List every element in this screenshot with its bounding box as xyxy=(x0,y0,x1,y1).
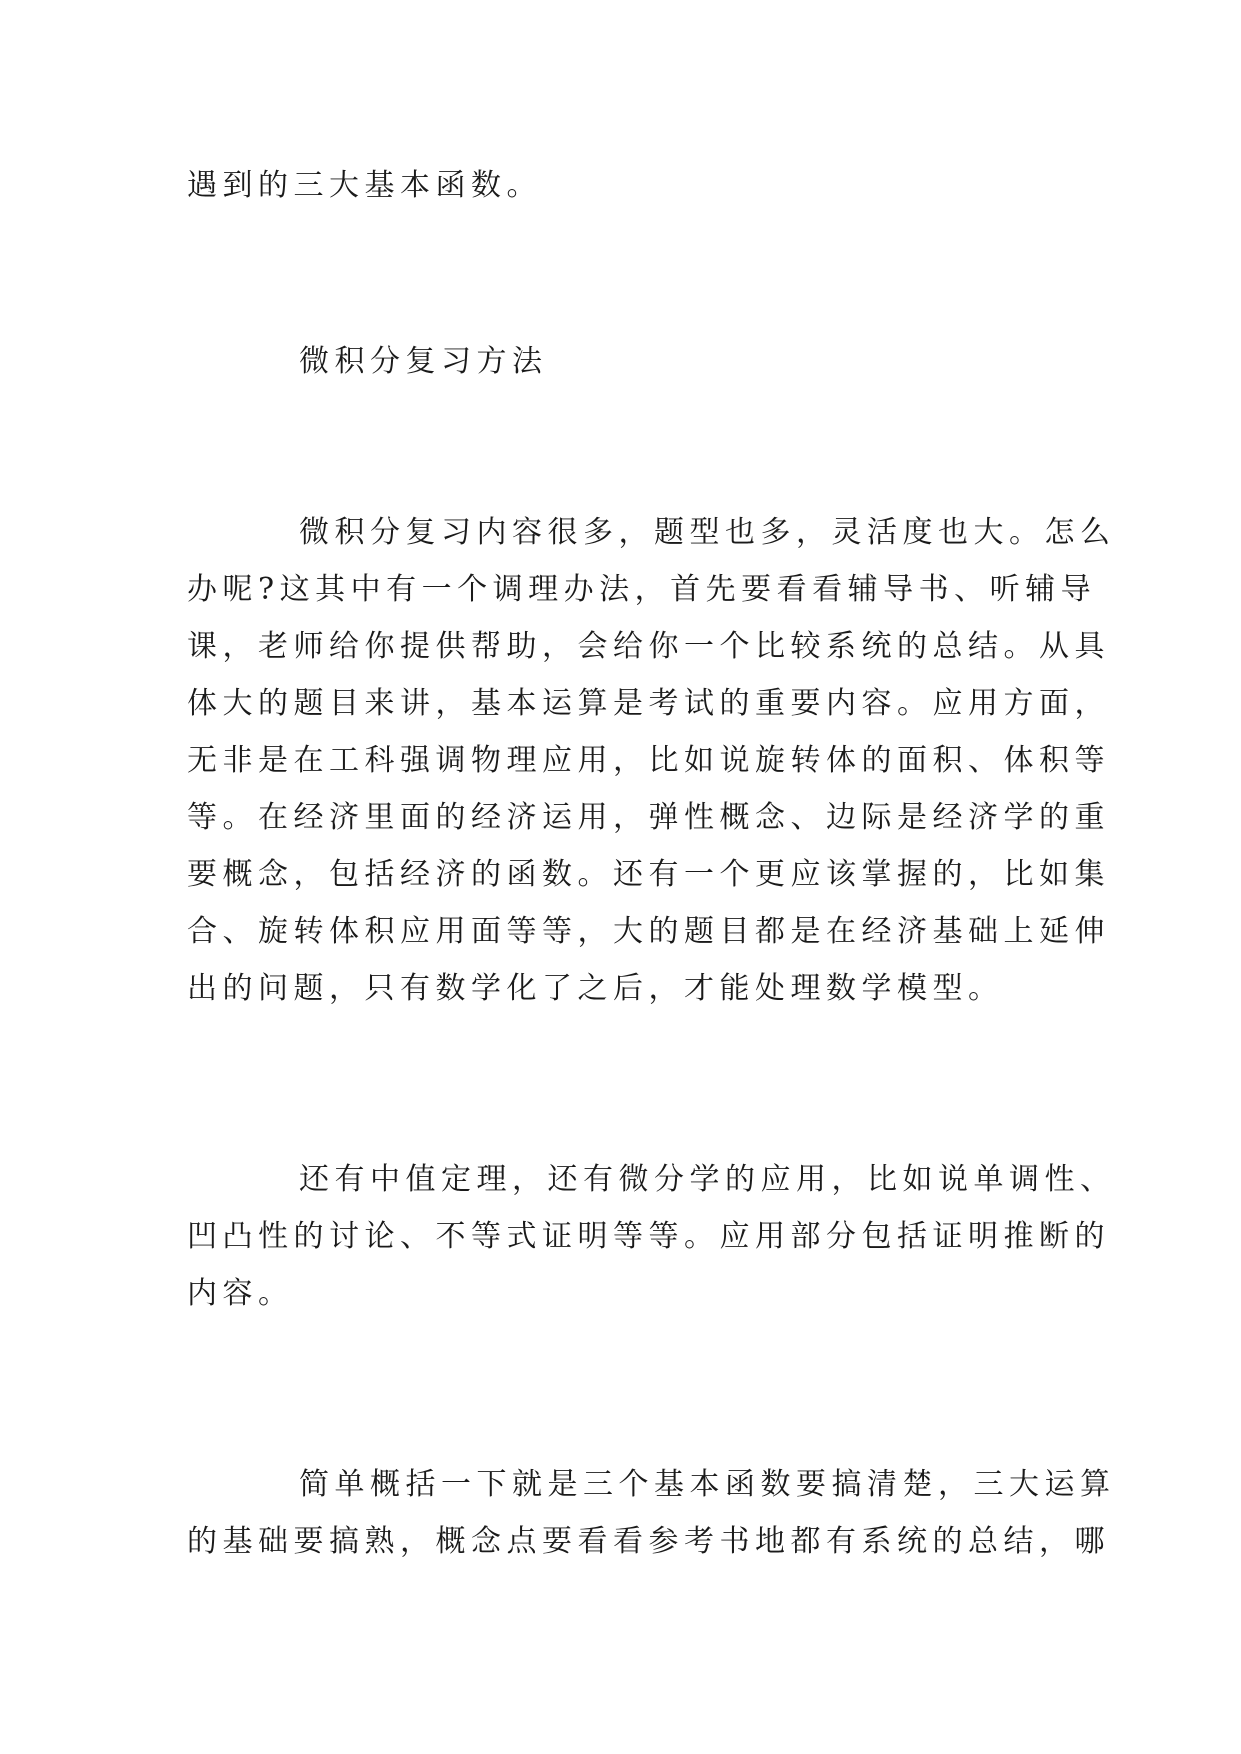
paragraph-line: 无非是在工科强调物理应用，比如说旋转体的面积、体积等 xyxy=(187,743,1110,778)
paragraph-line: 还有中值定理，还有微分学的应用，比如说单调性、 xyxy=(299,1162,1116,1197)
paragraph-line: 的基础要搞熟，概念点要看看参考书地都有系统的总结，哪 xyxy=(187,1524,1110,1559)
paragraph-line: 出的问题，只有数学化了之后，才能处理数学模型。 xyxy=(187,971,1004,1006)
paragraph-line: 合、旋转体积应用面等等，大的题目都是在经济基础上延伸 xyxy=(187,914,1110,949)
paragraph-line: 办呢?这其中有一个调理办法，首先要看看辅导书、听辅导 xyxy=(187,572,1097,607)
paragraph-line: 内容。 xyxy=(187,1276,294,1311)
paragraph-line: 微积分复习内容很多，题型也多，灵活度也大。怎么 xyxy=(299,515,1116,550)
section-heading: 微积分复习方法 xyxy=(299,344,548,379)
paragraph-line: 等。在经济里面的经济运用，弹性概念、边际是经济学的重 xyxy=(187,800,1110,835)
paragraph-line: 体大的题目来讲，基本运算是考试的重要内容。应用方面， xyxy=(187,686,1110,721)
paragraph-line: 简单概括一下就是三个基本函数要搞清楚，三大运算 xyxy=(299,1467,1116,1502)
paragraph-line: 遇到的三大基本函数。 xyxy=(187,168,542,203)
paragraph-line: 要概念，包括经济的函数。还有一个更应该掌握的，比如集 xyxy=(187,857,1110,892)
paragraph-line: 凹凸性的讨论、不等式证明等等。应用部分包括证明推断的 xyxy=(187,1219,1110,1254)
paragraph-line: 课，老师给你提供帮助，会给你一个比较系统的总结。从具 xyxy=(187,629,1110,664)
